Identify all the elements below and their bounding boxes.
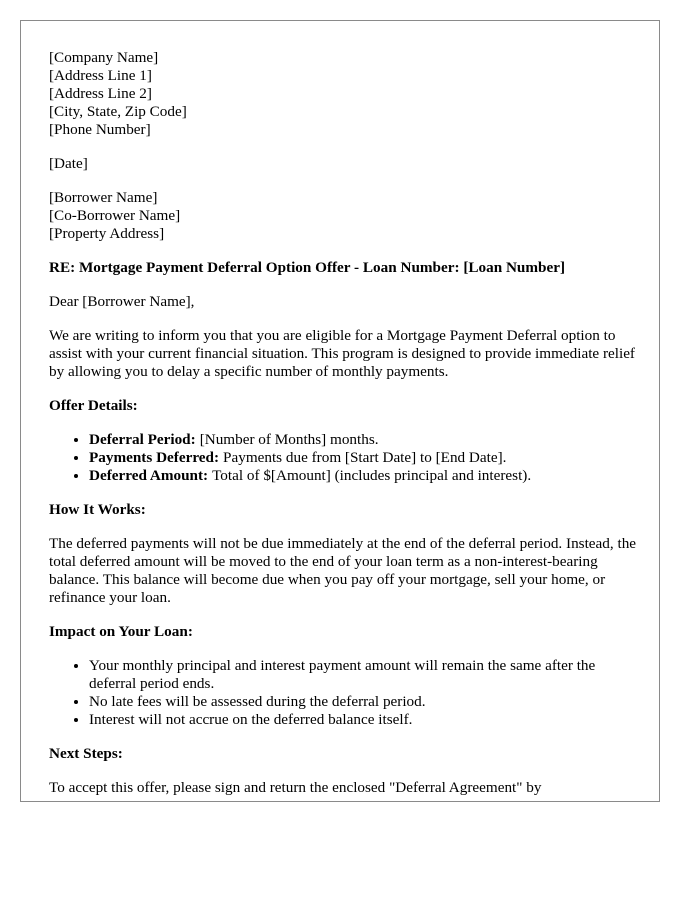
offer-item-deferral-period bbox=[89, 431, 639, 449]
impact-item: • Interest will not accrue on the deferred balance itself. bbox=[89, 711, 639, 729]
impact-list bbox=[49, 657, 639, 729]
letter-content bbox=[49, 49, 639, 802]
letter-date: [Date] bbox=[49, 155, 88, 172]
address-line-1: [Address Line 1] bbox=[49, 67, 152, 84]
offer-item-label: Deferral Period: bbox=[89, 431, 196, 448]
how-it-works-heading: How It Works: bbox=[49, 501, 146, 518]
offer-item-payments-deferred bbox=[89, 449, 639, 467]
letter-page bbox=[20, 20, 660, 802]
intro-paragraph: We are writing to inform you that you are eligible for a Mortgage Payment Deferral option to assist with your current financial situation. This program is designed to provide immediate relief by allowing you to delay a specific number of monthly payments. bbox=[49, 327, 635, 380]
property-address: [Property Address] bbox=[49, 225, 165, 242]
company-name: [Company Name] bbox=[49, 49, 159, 66]
offer-item-text: Payments due from [Start Date] to [End Date]. bbox=[223, 449, 507, 466]
offer-item-deferred-amount bbox=[89, 467, 639, 485]
sender-address bbox=[49, 49, 639, 139]
recipient-address bbox=[49, 189, 639, 243]
next-steps-heading: Next Steps: bbox=[49, 745, 123, 762]
offer-item-text: Total of $[Amount] (includes principal and interest). bbox=[212, 467, 532, 484]
offer-item-label: Payments Deferred: bbox=[89, 449, 220, 466]
offer-item-label: Deferred Amount: bbox=[89, 467, 209, 484]
subject-line: RE: Mortgage Payment Deferral Option Offer - Loan Number: [Loan Number] bbox=[49, 259, 565, 276]
offer-item-text: [Number of Months] months. bbox=[199, 431, 379, 448]
salutation: Dear [Borrower Name], bbox=[49, 293, 195, 310]
address-line-2: [Address Line 2] bbox=[49, 85, 152, 102]
borrower-name: [Borrower Name] bbox=[49, 189, 158, 206]
impact-heading: Impact on Your Loan: bbox=[49, 623, 193, 640]
next-steps-paragraph: To accept this offer, please sign and return the enclosed "Deferral Agreement" by bbox=[49, 779, 542, 796]
offer-details-list bbox=[49, 431, 639, 485]
city-state-zip: [City, State, Zip Code] bbox=[49, 103, 187, 120]
phone-number: [Phone Number] bbox=[49, 121, 151, 138]
co-borrower-name: [Co-Borrower Name] bbox=[49, 207, 181, 224]
impact-item: • Your monthly principal and interest payment amount will remain the same after the deferral period ends. bbox=[89, 657, 639, 693]
how-it-works-paragraph: The deferred payments will not be due immediately at the end of the deferral period. Instead, the total deferred amount will be moved to the end of your loan term as a non-interest-bearing balance. This balance will become due when you pay off your mortgage, sell your home, or refinance your loan. bbox=[49, 535, 637, 606]
impact-item: • No late fees will be assessed during the deferral period. bbox=[89, 693, 639, 711]
offer-details-heading: Offer Details: bbox=[49, 397, 138, 414]
